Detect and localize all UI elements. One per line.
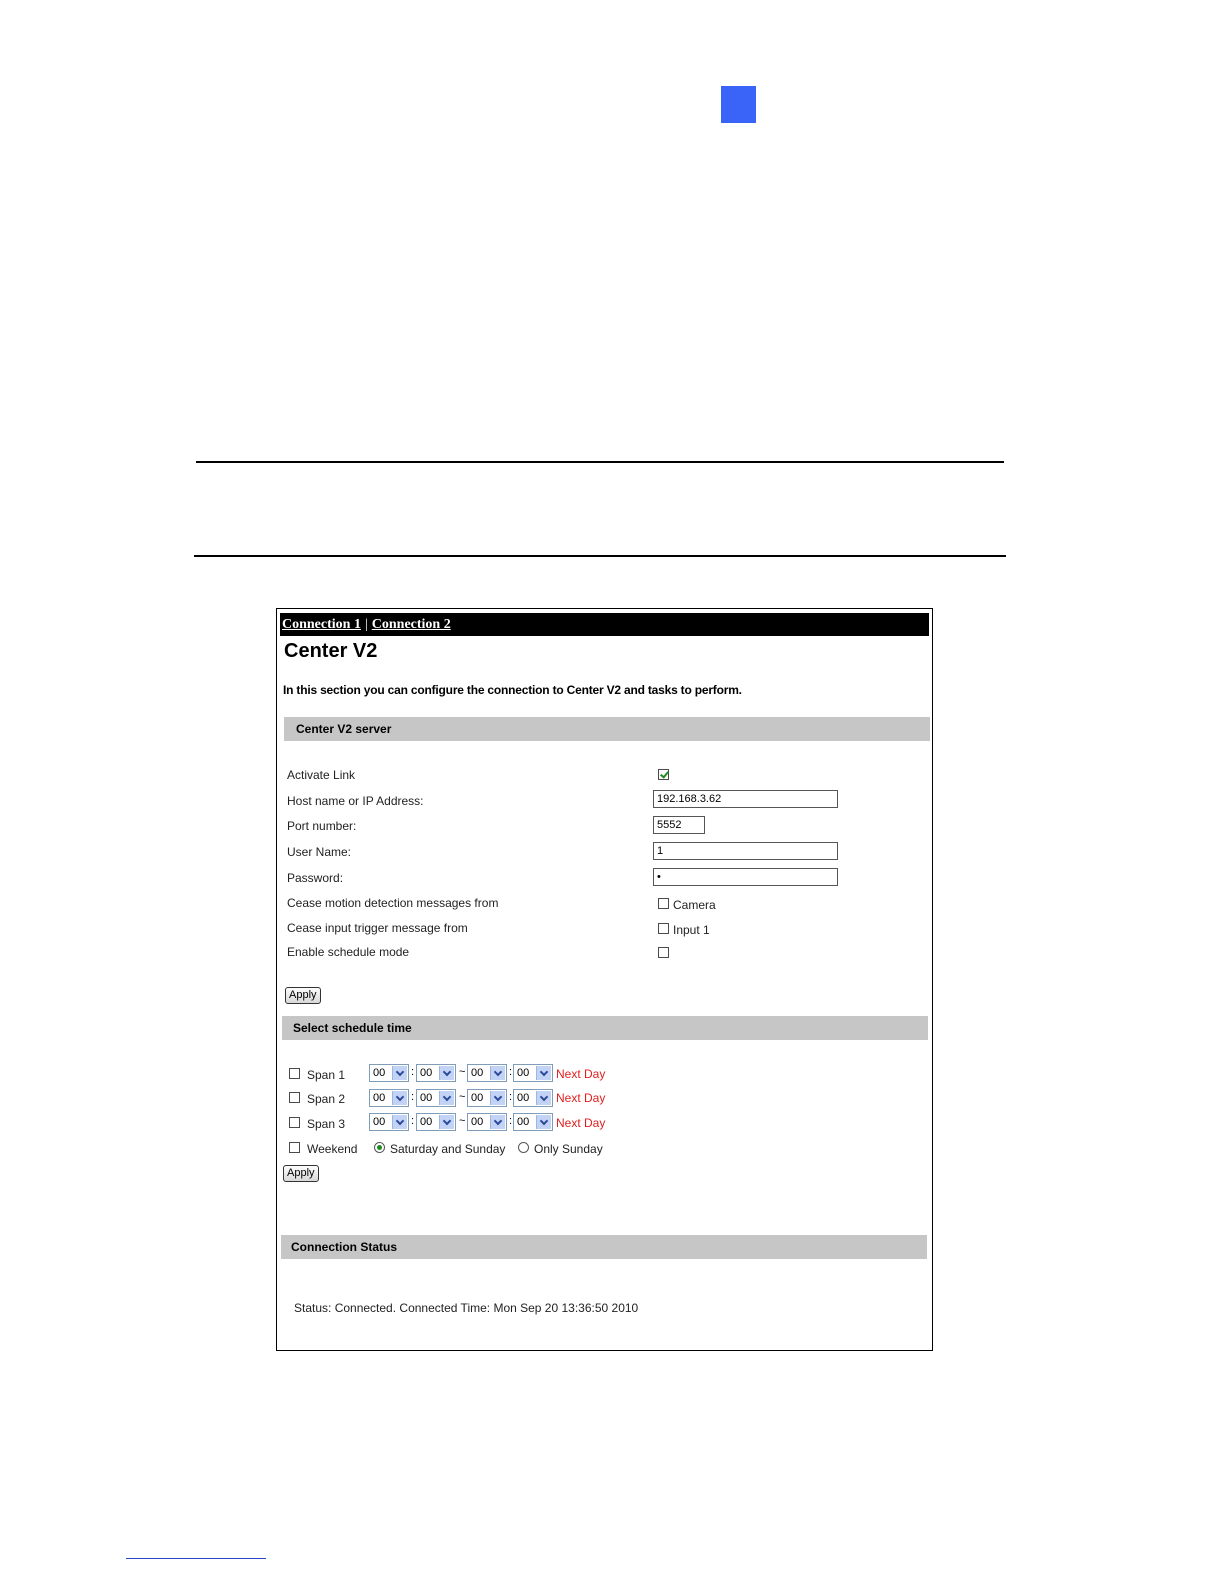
weekend-label: Weekend	[307, 1142, 358, 1156]
colon: :	[509, 1115, 513, 1127]
section-header-status: Connection Status	[281, 1235, 927, 1259]
span-3-checkbox[interactable]	[289, 1117, 300, 1128]
select-value: 00	[420, 1067, 433, 1079]
radio-saturday-sunday[interactable]	[374, 1142, 385, 1153]
select-value: 00	[471, 1116, 484, 1128]
password-input[interactable]: •	[653, 868, 838, 886]
cease-motion-option: Camera	[673, 898, 716, 912]
select-value: 00	[517, 1067, 530, 1079]
select-value: 00	[471, 1092, 484, 1104]
select-value: 00	[471, 1067, 484, 1079]
tab-separator: |	[364, 617, 368, 632]
colon: :	[411, 1115, 415, 1127]
cease-motion-label: Cease motion detection messages from	[287, 896, 499, 910]
center-v2-screenshot	[276, 608, 933, 1351]
select-value: 00	[373, 1116, 386, 1128]
span-1-next-day: Next Day	[556, 1067, 606, 1081]
password-label: Password:	[287, 871, 344, 885]
span-3-label: Span 3	[307, 1117, 346, 1131]
section-header-schedule: Select schedule time	[282, 1016, 928, 1040]
schedule-mode-checkbox[interactable]	[658, 947, 669, 958]
port-input[interactable]: 5552	[653, 816, 705, 834]
chevron-down-icon	[392, 1091, 407, 1105]
select-value: 00	[373, 1067, 386, 1079]
apply-schedule-button[interactable]: Apply	[283, 1165, 319, 1182]
footer-link-rule	[126, 1558, 266, 1559]
span-3-start-hour-select[interactable]	[369, 1113, 409, 1131]
span-2-checkbox[interactable]	[289, 1092, 300, 1103]
weekend-checkbox[interactable]	[289, 1142, 300, 1153]
colon: :	[509, 1066, 513, 1078]
host-input[interactable]: 192.168.3.62	[653, 790, 838, 808]
span-1-start-minute-select[interactable]	[416, 1064, 456, 1082]
span-3-end-hour-select[interactable]	[467, 1113, 507, 1131]
span-2-end-minute-select[interactable]	[513, 1089, 553, 1107]
select-value: 00	[420, 1116, 433, 1128]
colon: :	[509, 1091, 513, 1103]
span-2-end-hour-select[interactable]	[467, 1089, 507, 1107]
span-3-end-minute-select[interactable]	[513, 1113, 553, 1131]
port-label: Port number:	[287, 819, 357, 833]
chevron-down-icon	[439, 1066, 454, 1080]
select-value: 00	[420, 1092, 433, 1104]
chapter-marker	[721, 86, 756, 123]
chevron-down-icon	[490, 1091, 505, 1105]
radio-saturday-sunday-label: Saturday and Sunday	[390, 1142, 506, 1156]
section-header-server: Center V2 server	[284, 717, 930, 741]
username-input[interactable]: 1	[653, 842, 838, 860]
tab-connection-1[interactable]: Connection 1	[282, 617, 361, 632]
chevron-down-icon	[490, 1066, 505, 1080]
activate-link-checkbox[interactable]	[658, 769, 669, 780]
select-value: 00	[373, 1092, 386, 1104]
span-3-start-minute-select[interactable]	[416, 1113, 456, 1131]
page-title: Center V2	[284, 640, 378, 662]
span-2-label: Span 2	[307, 1092, 346, 1106]
chevron-down-icon	[536, 1066, 551, 1080]
span-1-checkbox[interactable]	[289, 1068, 300, 1079]
connection-status-text: Status: Connected. Connected Time: Mon Sep 20 13:36:50 2010	[294, 1301, 639, 1315]
apply-server-button[interactable]: Apply	[285, 987, 321, 1004]
note-rule-bottom	[194, 555, 1006, 557]
chevron-down-icon	[439, 1115, 454, 1129]
span-2-next-day: Next Day	[556, 1091, 606, 1105]
colon: :	[411, 1066, 415, 1078]
chevron-down-icon	[392, 1115, 407, 1129]
tilde: ~	[459, 1066, 466, 1078]
chevron-down-icon	[439, 1091, 454, 1105]
note-rule-top	[196, 461, 1004, 463]
select-value: 00	[517, 1116, 530, 1128]
cease-input-option: Input 1	[673, 923, 710, 937]
connection-tab-bar	[280, 613, 929, 636]
radio-only-sunday[interactable]	[518, 1142, 529, 1153]
cease-input-label: Cease input trigger message from	[287, 921, 468, 935]
span-1-start-hour-select[interactable]	[369, 1064, 409, 1082]
schedule-mode-label: Enable schedule mode	[287, 945, 410, 959]
cease-motion-checkbox[interactable]	[658, 898, 669, 909]
activate-link-label: Activate Link	[287, 768, 356, 782]
chevron-down-icon	[536, 1091, 551, 1105]
intro-text: In this section you can configure the connection to Center V2 and tasks to perform.	[283, 683, 742, 697]
span-2-start-hour-select[interactable]	[369, 1089, 409, 1107]
chevron-down-icon	[536, 1115, 551, 1129]
cease-input-checkbox[interactable]	[658, 923, 669, 934]
span-2-start-minute-select[interactable]	[416, 1089, 456, 1107]
span-1-end-hour-select[interactable]	[467, 1064, 507, 1082]
tilde: ~	[459, 1115, 466, 1127]
colon: :	[411, 1091, 415, 1103]
span-3-next-day: Next Day	[556, 1116, 606, 1130]
username-label: User Name:	[287, 845, 352, 859]
radio-only-sunday-label: Only Sunday	[534, 1142, 603, 1156]
span-1-label: Span 1	[307, 1068, 346, 1082]
host-label: Host name or IP Address:	[287, 794, 424, 808]
chevron-down-icon	[490, 1115, 505, 1129]
tilde: ~	[459, 1091, 466, 1103]
tab-connection-2[interactable]: Connection 2	[371, 617, 451, 632]
chevron-down-icon	[392, 1066, 407, 1080]
select-value: 00	[517, 1092, 530, 1104]
span-1-end-minute-select[interactable]	[513, 1064, 553, 1082]
